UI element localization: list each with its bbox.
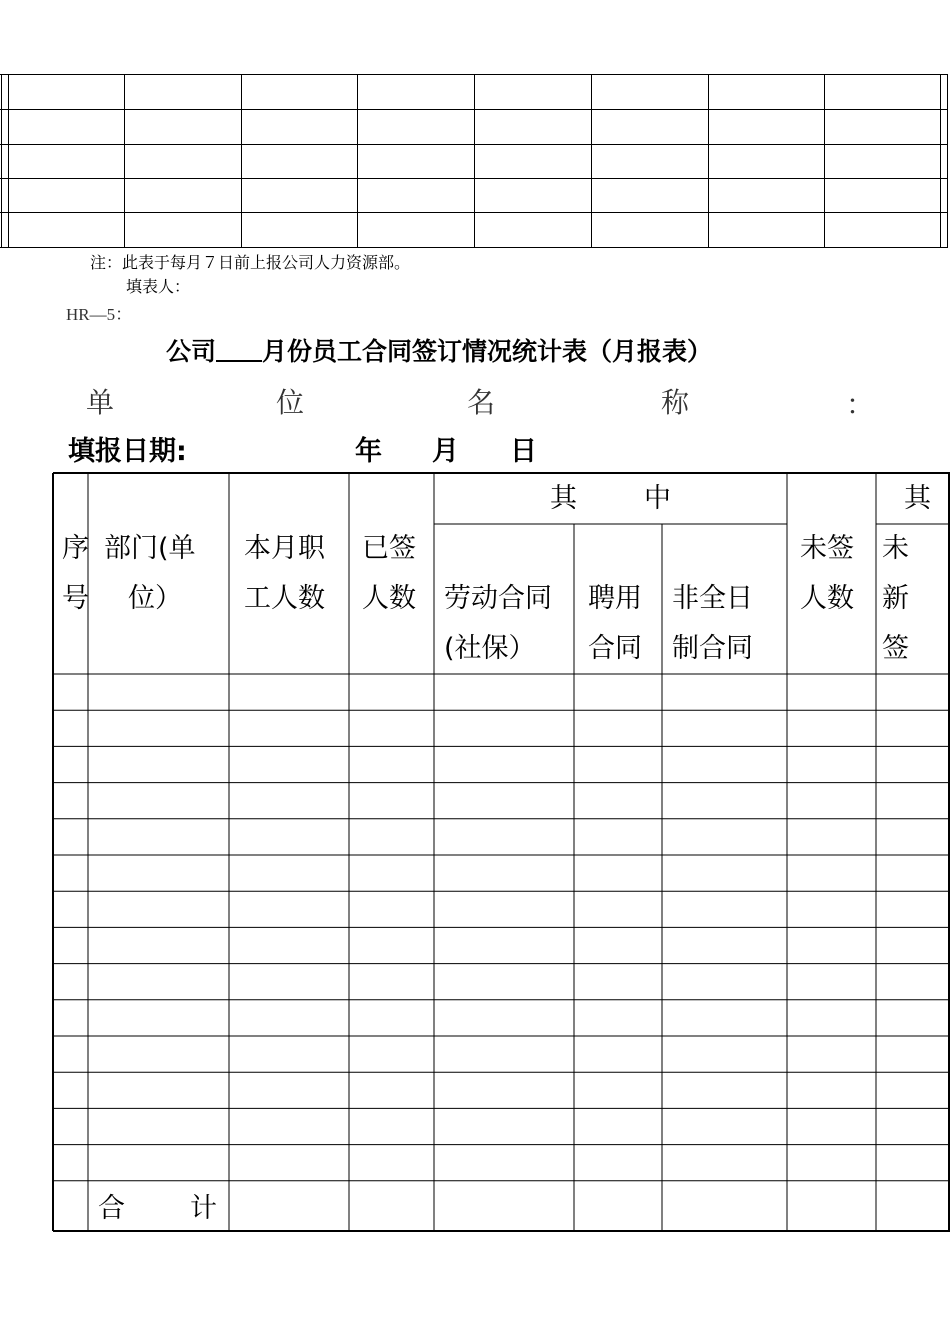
header-dept-line2: 位） (128, 583, 182, 614)
table-border (474, 75, 475, 247)
table-border (8, 75, 9, 247)
table-row-divider (0, 144, 947, 145)
title-prefix: 公司 (166, 337, 217, 366)
unit-char-3: 名 (467, 386, 496, 419)
header-other-line1: 未 (882, 533, 909, 564)
table-border (708, 75, 709, 247)
report-date-label: 填报日期: (68, 436, 187, 467)
month-blank (216, 338, 262, 362)
year-label: 年 (355, 436, 382, 467)
header-unsigned-line2: 人数 (800, 583, 854, 614)
filler-label: 填表人： (126, 277, 191, 296)
total-label-char2: 计 (190, 1193, 217, 1224)
header-staff-line2: 工人数 (244, 583, 325, 614)
header-labor-line1: 劳动合同 (444, 583, 552, 614)
header-other-line2: 新 (882, 583, 909, 614)
header-hire-line2: 合同 (588, 633, 642, 664)
table-row-divider (0, 109, 947, 110)
contract-stats-table (52, 472, 950, 1232)
header-seq-line2: 号 (62, 583, 89, 614)
unit-colon: ： (846, 388, 875, 421)
header-dept-line1: 部门(单 (104, 533, 196, 564)
table-border (357, 75, 358, 247)
total-label-char1: 合 (98, 1193, 125, 1224)
header-seq-line1: 序 (62, 533, 89, 564)
header-other-line3: 签 (882, 633, 909, 664)
header-unsigned-line1: 未签 (800, 533, 854, 564)
title-suffix: 月份员工合同签订情况统计表（月报表） (262, 337, 713, 366)
header-group-char1: 其 (550, 483, 577, 514)
header-labor-line2: (社保） (444, 633, 536, 664)
table-border (241, 75, 242, 247)
header-group-char2: 中 (644, 483, 671, 514)
page-title (166, 332, 712, 368)
table-border (824, 75, 825, 247)
header-signed-line2: 人数 (362, 583, 416, 614)
previous-table-fragment (0, 74, 948, 248)
table-row-divider (0, 178, 947, 179)
table-row-divider (0, 212, 947, 213)
header-staff-line1: 本月职 (244, 533, 325, 564)
form-code: HR—5： (66, 305, 133, 324)
header-signed-line1: 已签 (362, 533, 416, 564)
header-parttime-line1: 非全日 (672, 583, 753, 614)
day-label: 日 (510, 436, 537, 467)
table-border (124, 75, 125, 247)
header-hire-line1: 聘用 (588, 583, 642, 614)
table-border (591, 75, 592, 247)
submission-note: 注：此表于每月７日前上报公司人力资源部。 (90, 253, 411, 272)
unit-char-2: 位 (276, 386, 305, 419)
header-other-group: 其 (904, 483, 931, 514)
unit-char-4: 称 (661, 386, 690, 419)
table-border (940, 75, 941, 247)
table-border (1, 75, 2, 247)
month-label: 月 (432, 436, 459, 467)
unit-char-1: 单 (86, 386, 115, 419)
header-parttime-line2: 制合同 (672, 633, 753, 664)
